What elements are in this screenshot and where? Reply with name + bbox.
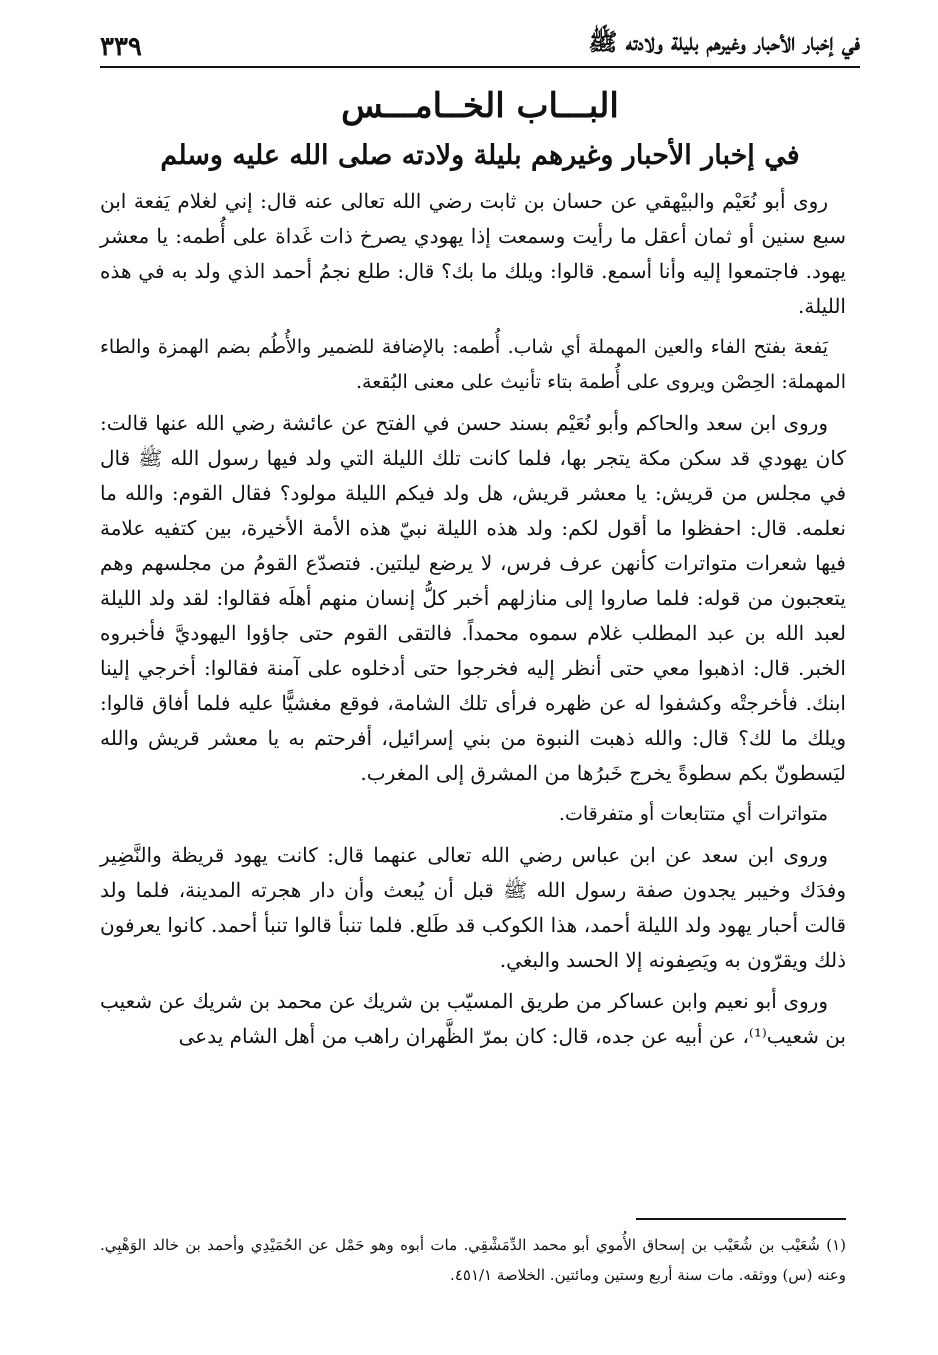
paragraph-gloss-mutawatirat: متواترات أي متتابعات أو متفرقات. xyxy=(558,803,828,825)
body-text xyxy=(100,184,846,1060)
footnote-separator xyxy=(636,1218,846,1220)
paragraph-abu-nuaym-narration: وروى أبو نعيم وابن عساكر من طريق المسيّب بن شريك عن محمد بن شريك عن شعيب بن شعيب⁽¹⁾، عن أبيه عن جده، قال: كان بمرّ الظَّهران راهب من أهل الشام يدعى xyxy=(100,989,846,1048)
chapter-subtitle: في إخبار الأحبار وغيرهم بليلة ولادته صلى الله عليه وسلم xyxy=(160,140,800,171)
paragraph-gloss-yafaa: يَفعة بفتح الفاء والعين المهملة أي شاب. أُطمه: بالإضافة للضمير والأُطُم بضم الهمزة والطاء المهملة: الحِصْن ويروى على أُطمة بتاء تأنيث على معنى البُقعة. xyxy=(100,336,846,393)
footnote: (١) شُعَيْب بن شُعَيْب بن إسحاق الأُموي أبو محمد الدِّمَشْقِي. مات أبوه وهو حَمْل عن الحُمَيْدِي وأحمد بن خالد الوَهْبِي. وعنه (س) ووثقه. مات سنة أربع وستين ومائتين. الخلاصة ٤٥١/١. xyxy=(100,1236,846,1284)
running-header xyxy=(100,28,860,68)
page-number: ٣٣٩ xyxy=(100,32,142,62)
paragraph-ibn-abbas-narration: وروى ابن سعد عن ابن عباس رضي الله تعالى عنهما قال: كانت يهود قريظة والنَّضِير وفدَك وخيبر يجدون صفة رسول الله ﷺ قبل أن يُبعث وأن دار هجرته المدينة، فلما ولد قالت أحبار يهود ولد الليلة أحمد، هذا الكوكب قد طَلع. فلما تنبأ قالوا تنبأ أحمد. كانوا يعرفون ذلك ويقرّون به ويَصِفونه إلا الحسد والبغي. xyxy=(100,843,846,972)
paragraph-hassan-narration: روى أبو نُعَيْم والبيْهقي عن حسان بن ثابت رضي الله تعالى عنه قال: إني لغلام يَفعة ابن سبع سنين أو ثمان أعقل ما رأيت وسمعت إذا يهودي يصرخ ذات غَداة على أُطمه: يا معشر يهود. فاجتمعوا إليه وأنا أسمع. قالوا: ويلك ما بك؟ قال: طلع نجمُ أحمد الذي ولد به في هذه الليلة. xyxy=(100,189,846,318)
chapter-title: البـــاب الخــامـــس xyxy=(341,86,619,126)
paragraph-aisha-narration: وروى ابن سعد والحاكم وأبو نُعَيْم بسند حسن في الفتح عن عائشة رضي الله عنها قالت: كان يهودي قد سكن مكة يتجر بها، فلما كانت تلك الليلة التي ولد فيها رسول الله ﷺ قال في مجلس من قريش: يا معشر قريش، هل ولد فيكم الليلة مولود؟ فقال القوم: والله ما نعلمه. قال: احفظوا ما أقول لكم: ولد هذه الليلة نبيّ هذه الأمة الأخيرة، بين كتفيه علامة فيها شعرات متواترات كأنهن عرف فرس، لا يرضع ليلتين. فتصدّع القومُ من مجلسهم وهم يتعجبون من قوله: فلما صاروا إلى منازلهم أخبر كلُّ إنسان منهم أهلَه فقالوا: لقد ولد الليلة لعبد الله بن عبد المطلب غلام سموه محمداً. فالتقى القوم حتى جاؤوا اليهوديَّ فأخبروه الخبر. قال: اذهبوا معي حتى أنظر إليه فخرجوا حتى أدخلوه على آمنة فقالوا: أخرجي إلينا ابنك. فأخرجتْه وكشفوا له عن ظهره فرأى تلك الشامة، فوقع مغشيًّا عليه فلما أفاق قالوا: ويلك ما لك؟ قال: والله ذهبت النبوة من بني إسرائيل، أفرحتم به يا معشر قريش والله ليَسطونّ بكم سطوةً يخرج خَبرُها من المشرق إلى المغرب. xyxy=(100,411,847,785)
running-title: في إخبار الأحبار وغيرهم بليلة ولادته ﷺ xyxy=(588,27,860,56)
